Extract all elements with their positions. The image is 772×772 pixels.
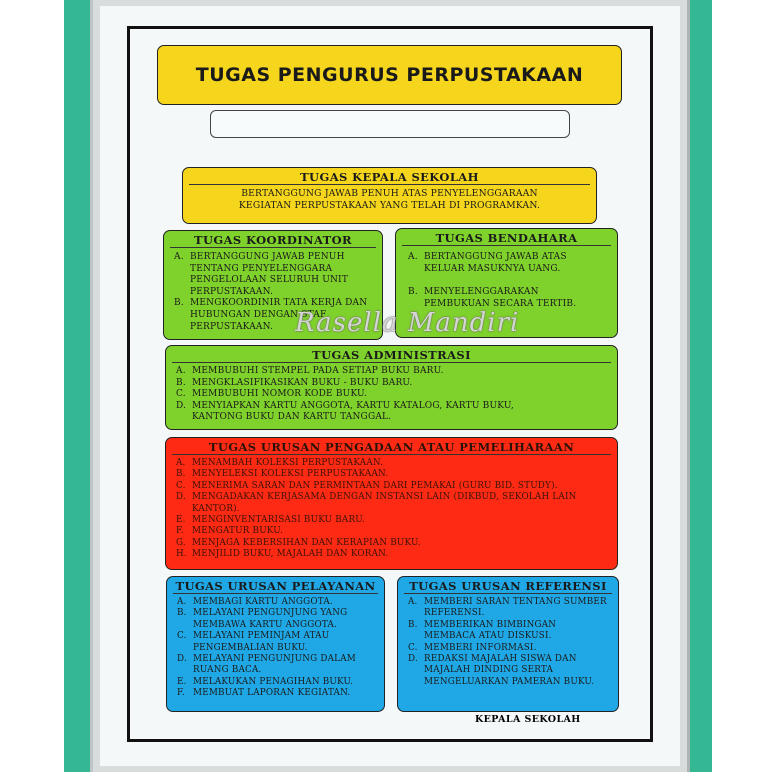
- list-item: [176, 401, 607, 424]
- item-text: MENGADAKAN KERJASAMA DENGAN INSTANSI LAIN (DIKBUD, SEKOLAH LAIN KANTOR).: [192, 492, 577, 514]
- item-key: C.: [176, 389, 186, 400]
- item-key: B.: [408, 619, 418, 630]
- item-text: MENJAGA KEBERSIHAN DAN KERAPIAN BUKU.: [192, 537, 421, 548]
- item-text: MEMBERI SARAN TENTANG SUMBER REFERENSI.: [424, 597, 607, 619]
- item-text: MEMBAGI KARTU ANGGOTA.: [193, 597, 333, 607]
- item-key: A.: [408, 252, 418, 262]
- item-key: A.: [177, 597, 187, 607]
- list-item: [176, 469, 607, 480]
- item-key: D.: [177, 654, 187, 665]
- administrasi-box: [165, 345, 618, 430]
- list-item: [176, 492, 607, 515]
- list-item: [176, 481, 607, 492]
- item-text: MENYELENGGARAKAN PEMBUKUAN SECARA TERTIB.: [424, 287, 577, 309]
- school-name-blank: [210, 110, 570, 138]
- list-item: [177, 608, 376, 631]
- kepala-sekolah-body: [183, 185, 596, 211]
- item-text: MELAYANI PENGUNJUNG YANG MEMBAWA KARTU ANGGOTA.: [193, 608, 348, 630]
- item-key: D.: [176, 492, 186, 503]
- list-item: [408, 643, 610, 654]
- item-text: BERTANGGUNG JAWAB ATAS KELUAR MASUKNYA UANG.: [424, 252, 567, 274]
- item-text: MELAYANI PENGUNJUNG DALAM RUANG BACA.: [193, 654, 356, 676]
- pengadaan-box: [165, 437, 618, 570]
- item-text: MEMBUAT LAPORAN KEGIATAN.: [193, 688, 351, 699]
- item-text: MENGINVENTARISASI BUKU BARU.: [192, 515, 366, 526]
- list-item: [176, 389, 607, 401]
- item-text: MEMBUBUHI NOMOR KODE BUKU.: [192, 389, 368, 400]
- list-item: [408, 252, 607, 275]
- kepala-line: KEGIATAN PERPUSTAKAAN YANG TELAH DI PROGRAMKAN.: [238, 199, 541, 211]
- administrasi-header: TUGAS ADMINISTRASI: [312, 348, 471, 362]
- item-key: B.: [176, 377, 186, 388]
- pengadaan-header: TUGAS URUSAN PENGADAAN ATAU PEMELIHARAAN: [208, 440, 575, 454]
- item-key: B.: [408, 287, 418, 298]
- item-key: C.: [177, 631, 187, 642]
- item-text: MENAMBAH KOLEKSI PERPUSTAKAAN.: [192, 458, 384, 468]
- item-text: MENGATUR BUKU.: [192, 526, 284, 537]
- signature-label: KEPALA SEKOLAH: [475, 714, 581, 725]
- list-item: [176, 366, 607, 378]
- referensi-list: [398, 594, 618, 688]
- item-key: D.: [176, 400, 187, 411]
- item-key: A.: [176, 366, 186, 376]
- pelayanan-list: [167, 594, 384, 700]
- watermark: Rasella Mandiri: [295, 308, 520, 338]
- item-text: MELAKUKAN PENAGIHAN BUKU.: [193, 676, 354, 687]
- list-item: [176, 378, 607, 390]
- kepala-sekolah-box: [182, 167, 597, 224]
- item-text: MEMBERIKAN BIMBINGAN MEMBACA ATAU DISKUSI.: [424, 619, 557, 642]
- poster-title: TUGAS PENGURUS PERPUSTAKAAN: [195, 64, 584, 86]
- referensi-header: TUGAS URUSAN REFERENSI: [409, 579, 607, 593]
- administrasi-list: [166, 363, 617, 424]
- item-key: B.: [176, 469, 186, 480]
- item-key: D.: [408, 654, 418, 665]
- list-item: [408, 620, 610, 643]
- bendahara-header: TUGAS BENDAHARA: [435, 231, 578, 245]
- kepala-line: BERTANGGUNG JAWAB PENUH ATAS PENYELENGGARAAN: [241, 188, 538, 199]
- pelayanan-header: TUGAS URUSAN PELAYANAN: [175, 579, 376, 593]
- item-text: MENERIMA SARAN DAN PERMINTAAN DARI PEMAKAI (GURU BID. STUDY).: [192, 480, 558, 491]
- item-text: MENYELEKSI KOLEKSI PERPUSTAKAAN.: [192, 469, 389, 480]
- item-text: MENGKLASIFIKASIKAN BUKU - BUKU BARU.: [192, 377, 413, 388]
- kepala-sekolah-header: TUGAS KEPALA SEKOLAH: [300, 170, 479, 184]
- item-key: A.: [176, 458, 186, 468]
- list-item: [176, 549, 607, 560]
- item-text: MENYIAPKAN KARTU ANGGOTA, KARTU KATALOG, KARTU BUKU, KANTONG BUKU DAN KARTU TANGGAL.: [192, 400, 514, 423]
- item-key: C.: [408, 642, 418, 653]
- pengadaan-list: [166, 455, 617, 561]
- item-text: MENJILID BUKU, MAJALAH DAN KORAN.: [192, 549, 389, 560]
- item-key: A.: [174, 252, 184, 262]
- list-item: [176, 515, 607, 526]
- poster-title-box: [157, 45, 622, 105]
- item-key: F.: [177, 688, 185, 699]
- referensi-box: [397, 576, 619, 712]
- item-text: MELAYANI PEMINJAM ATAU PENGEMBALIAN BUKU.: [193, 631, 330, 653]
- item-key: H.: [176, 549, 187, 560]
- item-key: E.: [176, 515, 186, 526]
- list-item: [176, 538, 607, 549]
- item-key: B.: [174, 298, 184, 309]
- item-text: MENGKOORDINIR TATA KERJA DAN HUBUNGAN DENGAN STAF PERPUSTAKAAN.: [190, 298, 368, 332]
- list-item: [177, 688, 376, 699]
- list-item: [408, 654, 610, 688]
- pelayanan-box: [166, 576, 385, 712]
- item-text: MEMBERI INFORMASI.: [424, 642, 537, 653]
- item-text: MEMBUBUHI STEMPEL PADA SETIAP BUKU BARU.: [192, 366, 444, 376]
- koordinator-header: TUGAS KOORDINATOR: [193, 233, 352, 247]
- item-key: E.: [177, 676, 187, 687]
- item-key: G.: [176, 537, 186, 548]
- item-key: C.: [176, 480, 186, 491]
- list-item: [177, 654, 376, 677]
- list-item: [177, 597, 376, 608]
- item-text: BERTANGGUNG JAWAB PENUH TENTANG PENYELENGGARA PENGELOLAAN SELURUH UNIT PERPUSTAKAAN.: [190, 252, 349, 297]
- item-key: F.: [176, 526, 184, 537]
- list-item: [177, 677, 376, 688]
- item-text: REDAKSI MAJALAH SISWA DAN MAJALAH DINDING SERTA MENGELUARKAN PAMERAN BUKU.: [424, 654, 595, 687]
- item-key: A.: [408, 597, 418, 607]
- bendahara-list: [396, 246, 617, 310]
- list-item: [176, 526, 607, 537]
- list-item: [176, 458, 607, 469]
- list-item: [177, 631, 376, 654]
- list-item: [408, 597, 610, 620]
- item-key: B.: [177, 608, 187, 619]
- list-item: [408, 287, 607, 310]
- list-item: [174, 252, 374, 298]
